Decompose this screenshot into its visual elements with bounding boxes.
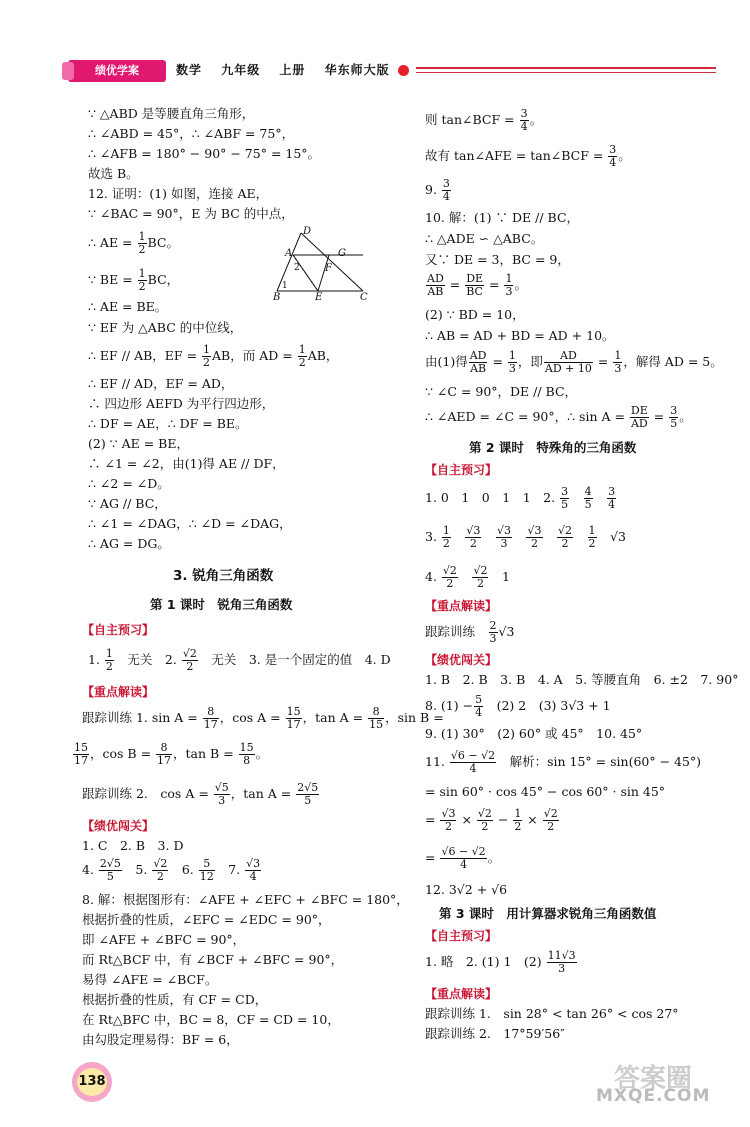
math-line: 由(1)得 $\frac{AD}{AB}$ = $\frac{1}{3}$ ，即 $\frac{AD}{AD + 10}$ = $\frac{1}{3}$ ，解得 AD = 5。 — [425, 349, 723, 375]
page-number: 138 — [77, 1068, 107, 1096]
text-line: 易得 ∠AFE = ∠BCF。 — [82, 972, 218, 987]
text-line: = sin 60° · cos 45° − cos 60° · sin 45° — [425, 784, 666, 799]
text-line: 故选 B。 — [88, 166, 139, 181]
text-line: ∴ ∠1 = ∠DAG，∴ ∠D = ∠DAG， — [88, 516, 292, 531]
figure-label: A — [285, 248, 293, 259]
math-line: 故有 tan∠AFE = tan∠BCF = $\frac{3}{4}$ 。 — [425, 143, 631, 169]
lesson-title: 第 1 课时 锐角三角函数 — [150, 597, 293, 612]
page-number-badge — [72, 1062, 112, 1102]
figure-label: D — [303, 226, 312, 237]
text-line: (2) ∵ BD = 10， — [425, 307, 525, 322]
figure-label: G — [338, 248, 346, 259]
text-line: ∴ AB = AD + BD = AD + 10。 — [425, 328, 615, 343]
text-line: 10. 解：(1) ∵ DE // BC， — [425, 210, 580, 225]
text-line: 9. (1) 30° (2) 60° 或 45° 10. 45° — [425, 726, 643, 741]
tag-preview: 【自主预习】 — [425, 929, 498, 943]
text-line: ∵ ∠C = 90°，DE // BC， — [425, 384, 578, 399]
math-line: = $\frac{√6 - √2}{4}$ 。 — [425, 845, 501, 871]
text-line: 由勾股定理易得：BF = 6， — [82, 1032, 239, 1047]
math-line: 跟踪训练 $\frac{2}{3}$ √3 — [425, 619, 515, 645]
header-dot — [398, 65, 409, 76]
text-line: ∴ AG = DG。 — [88, 536, 170, 551]
math-line: ∴ EF // AB，EF = $\frac{1}{2}$ AB，而 AD = $\frac{1}{2}$ AB， — [88, 343, 339, 369]
text-line: 根据折叠的性质，有 CF = CD， — [82, 992, 268, 1007]
figure-label: F — [325, 263, 332, 274]
section-title: 3. 锐角三角函数 — [173, 568, 274, 584]
page-header — [68, 56, 718, 86]
text-line: ∴ AE = BE。 — [88, 299, 168, 314]
text-line: ∴ △ADE ∽ △ABC。 — [425, 231, 544, 246]
math-line: $\frac{15}{17}$ ，cos B = $\frac{8}{17}$ ，tan B = $\frac{15}{8}$ 。 — [74, 741, 269, 767]
math-line: 9. $\frac{3}{4}$ — [425, 177, 450, 203]
text-line: 在 Rt△BFC 中，BC = 8，CF = CD = 10， — [82, 1012, 340, 1027]
tag-focus: 【重点解读】 — [82, 685, 155, 699]
math-line: 1. 0 1 0 1 1 2. $\frac{3}{5}$ $\frac{4}{5}$ $\frac{3}{4}$ — [425, 485, 616, 511]
text-line: ∴ ∠AFB = 180° − 90° − 75° = 15°。 — [88, 146, 321, 161]
math-line: 跟踪训练 1. sin A = $\frac{8}{17}$ ，cos A = $\frac{15}{17}$ ，tan A = $\frac{8}{15}$ ，sin B = — [82, 705, 444, 731]
tag-pass: 【绩优闯关】 — [425, 653, 498, 667]
text-line: 8. 解：根据图形有：∠AFE + ∠EFC + ∠BFC = 180°， — [82, 892, 409, 907]
math-line: 跟踪训练 2. cos A = $\frac{√5}{3}$ ，tan A = $\frac{2√5}{5}$ — [82, 781, 319, 807]
publisher: 华东师大版 — [324, 63, 390, 77]
tag-preview: 【自主预习】 — [425, 463, 498, 477]
figure-label: B — [273, 292, 281, 303]
brand-label: 绩优学案 — [68, 60, 166, 82]
text-line: 又∵ DE = 3，BC = 9， — [425, 252, 570, 267]
math-line: 8. (1) − $\frac{5}{4}$ (2) 2 (3) 3√3 + 1 — [425, 693, 611, 719]
figure-label: C — [360, 292, 368, 303]
text-line: ∴ ∠1 = ∠2，由(1)得 AE // DF， — [88, 456, 285, 471]
math-line: ∴ ∠AED = ∠C = 90°，∴ sin A = $\frac{DE}{AD}$ = $\frac{3}{5}$ 。 — [425, 404, 692, 430]
book-series — [176, 61, 404, 78]
text-line: 即 ∠AFE + ∠BFC = 90°， — [82, 932, 246, 947]
lesson-title: 第 3 课时 用计算器求锐角三角函数值 — [439, 906, 657, 921]
math-line: 1. $\frac{1}{2}$ 无关 2. $\frac{√2}{2}$ 无关 3. 是一个固定的值 4. D — [88, 647, 391, 673]
text-line: 12. 3√2 + √6 — [425, 882, 508, 897]
math-line: ∴ AE = $\frac{1}{2}$ BC。 — [88, 230, 179, 256]
tag-focus: 【重点解读】 — [425, 987, 498, 1001]
watermark-logo: 答案圈 — [614, 1064, 693, 1094]
tag-pass: 【绩优闯关】 — [82, 819, 155, 833]
tag-focus: 【重点解读】 — [425, 599, 498, 613]
text-line: 跟踪训练 1. sin 28° < tan 26° < cos 27° — [425, 1006, 679, 1021]
lesson-title: 第 2 课时 特殊角的三角函数 — [469, 440, 637, 455]
text-line: (2) ∵ AE = BE， — [88, 436, 189, 451]
text-line: 根据折叠的性质，∠EFC = ∠EDC = 90°， — [82, 912, 331, 927]
math-line: 4. $\frac{√2}{2}$ $\frac{√2}{2}$ 1 — [425, 564, 510, 590]
figure-label: 1 — [282, 281, 288, 291]
header-rule-thin — [416, 72, 716, 73]
text-line: 跟踪训练 2. 17°59′56″ — [425, 1026, 565, 1041]
math-line: 则 tan∠BCF = $\frac{3}{4}$ 。 — [425, 107, 543, 133]
volume: 上册 — [279, 63, 306, 77]
text-line: 12. 证明：(1) 如图，连接 AE， — [88, 186, 269, 201]
text-line: ∵ EF 为 △ABC 的中位线， — [88, 320, 243, 335]
grade: 九年级 — [221, 63, 261, 77]
text-line: ∵ △ABD 是等腰直角三角形， — [88, 106, 255, 121]
text-line: 1. B 2. B 3. B 4. A 5. 等腰直角 6. ±2 7. 90° — [425, 672, 739, 687]
text-line: 而 Rt△BCF 中，有 ∠BCF + ∠BFC = 90°， — [82, 952, 344, 967]
text-line: ∴ ∠2 = ∠D。 — [88, 476, 170, 491]
figure-label: 2 — [294, 263, 300, 273]
math-line: 11. $\frac{√6 - √2}{4}$ 解析：sin 15° = sin(60° − 45°) — [425, 749, 702, 775]
watermark: MXQE.COM — [596, 1086, 711, 1106]
header-rule — [416, 67, 716, 69]
tag-preview: 【自主预习】 — [82, 623, 155, 637]
text-line: ∴ ∠ABD = 45°，∴ ∠ABF = 75°， — [88, 126, 295, 141]
text-line: ∴ EF // AD，EF = AD， — [88, 376, 234, 391]
math-line: 3. $\frac{1}{2}$ $\frac{√3}{2}$ $\frac{√3}{3}$ $\frac{√3}{2}$ $\frac{√2}{2}$ $\frac{1}{2}$ √3 — [425, 524, 626, 550]
text-line: ∵ AG // BC， — [88, 496, 167, 511]
text-line: 1. C 2. B 3. D — [82, 838, 184, 853]
text-line: ∴ 四边形 AEFD 为平行四边形， — [88, 396, 275, 411]
math-line: = $\frac{√3}{2}$ × $\frac{√2}{2}$ − $\frac{1}{2}$ × $\frac{√2}{2}$ — [425, 807, 558, 833]
math-line: $\frac{AD}{AB}$ = $\frac{DE}{BC}$ = $\frac{1}{3}$ 。 — [427, 272, 527, 298]
text-line: ∴ DF = AE，∴ DF = BE。 — [88, 416, 248, 431]
figure-label: E — [315, 292, 323, 303]
text-line: ∵ ∠BAC = 90°，E 为 BC 的中点， — [88, 206, 294, 221]
subject: 数学 — [176, 63, 203, 77]
math-line: 4. $\frac{2√5}{5}$ 5. $\frac{√2}{2}$ 6. $\frac{5}{12}$ 7. $\frac{√3}{4}$ — [82, 857, 261, 883]
math-line: 1. 略 2. (1) 1 (2) $\frac{11√3}{3}$ — [425, 949, 576, 975]
math-line: ∵ BE = $\frac{1}{2}$ BC， — [88, 267, 180, 293]
